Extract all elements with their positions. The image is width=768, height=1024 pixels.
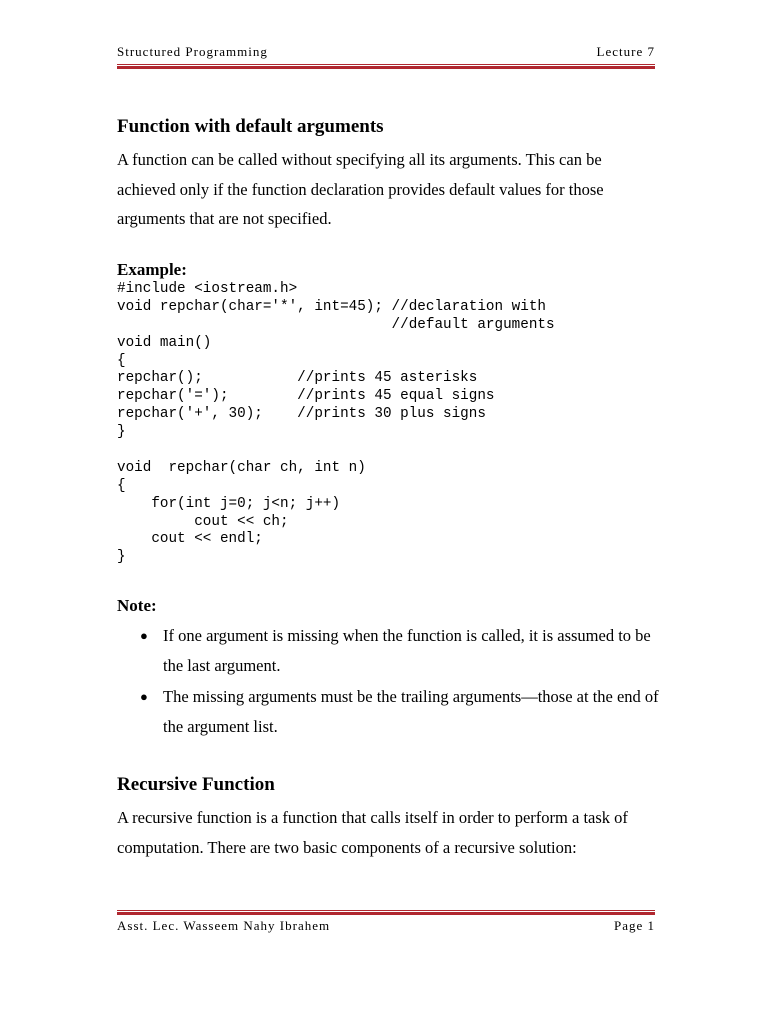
- code-line: void repchar(char ch, int n): [117, 459, 366, 476]
- list-item: [117, 682, 662, 742]
- header-rule: [117, 64, 655, 69]
- code-line: repchar('+', 30); //prints 30 plus signs: [117, 406, 486, 423]
- code-line: void main(): [117, 334, 212, 351]
- code-line: cout << endl;: [117, 531, 263, 548]
- page-header: [117, 44, 655, 60]
- note-text: If one argument is missing when the function is called, it is assumed to be the last argument.: [163, 626, 651, 675]
- notes-list: [117, 621, 662, 743]
- header-course-title: Structured Programming: [117, 44, 268, 59]
- section-title-default-arguments: Function with default arguments: [117, 116, 384, 137]
- code-line: //default arguments: [117, 316, 555, 333]
- code-line: repchar(); //prints 45 asterisks: [117, 370, 478, 387]
- footer-author: Asst. Lec. Wasseem Nahy Ibrahem: [117, 918, 331, 933]
- code-line: [117, 442, 555, 460]
- section-title-recursive-function: Recursive Function: [117, 774, 275, 795]
- list-item: [117, 621, 662, 681]
- code-line: repchar('='); //prints 45 equal signs: [117, 388, 495, 405]
- code-line: cout << ch;: [117, 513, 289, 530]
- code-line: #include <iostream.h>: [117, 281, 298, 297]
- default-arguments-paragraph: A function can be called without specifying all its arguments. This can be achieved only if the function declaration provides default values for those arguments that are not specified.: [117, 150, 604, 228]
- code-line: }: [117, 549, 126, 566]
- bullet-icon: ●: [140, 689, 148, 704]
- code-line: }: [117, 424, 126, 441]
- code-line: void repchar(char='*', int=45); //declaration with: [117, 298, 546, 315]
- code-line: for(int j=0; j<n; j++): [117, 495, 341, 512]
- recursive-function-paragraph: A recursive function is a function that calls itself in order to perform a task of computation. There are two basic components of a recursive solution:: [117, 808, 628, 857]
- footer-rule: [117, 910, 655, 915]
- code-line: {: [117, 477, 126, 494]
- example-label: Example:: [117, 260, 187, 279]
- header-lecture-number: Lecture 7: [596, 44, 655, 59]
- bullet-icon: ●: [140, 628, 148, 643]
- note-label: Note:: [117, 596, 157, 615]
- page-footer: [117, 918, 655, 934]
- code-line: {: [117, 352, 126, 369]
- footer-page-number: Page 1: [613, 918, 655, 933]
- note-text: The missing arguments must be the trailing arguments—those at the end of the argument list.: [163, 687, 659, 736]
- code-example: [117, 281, 555, 567]
